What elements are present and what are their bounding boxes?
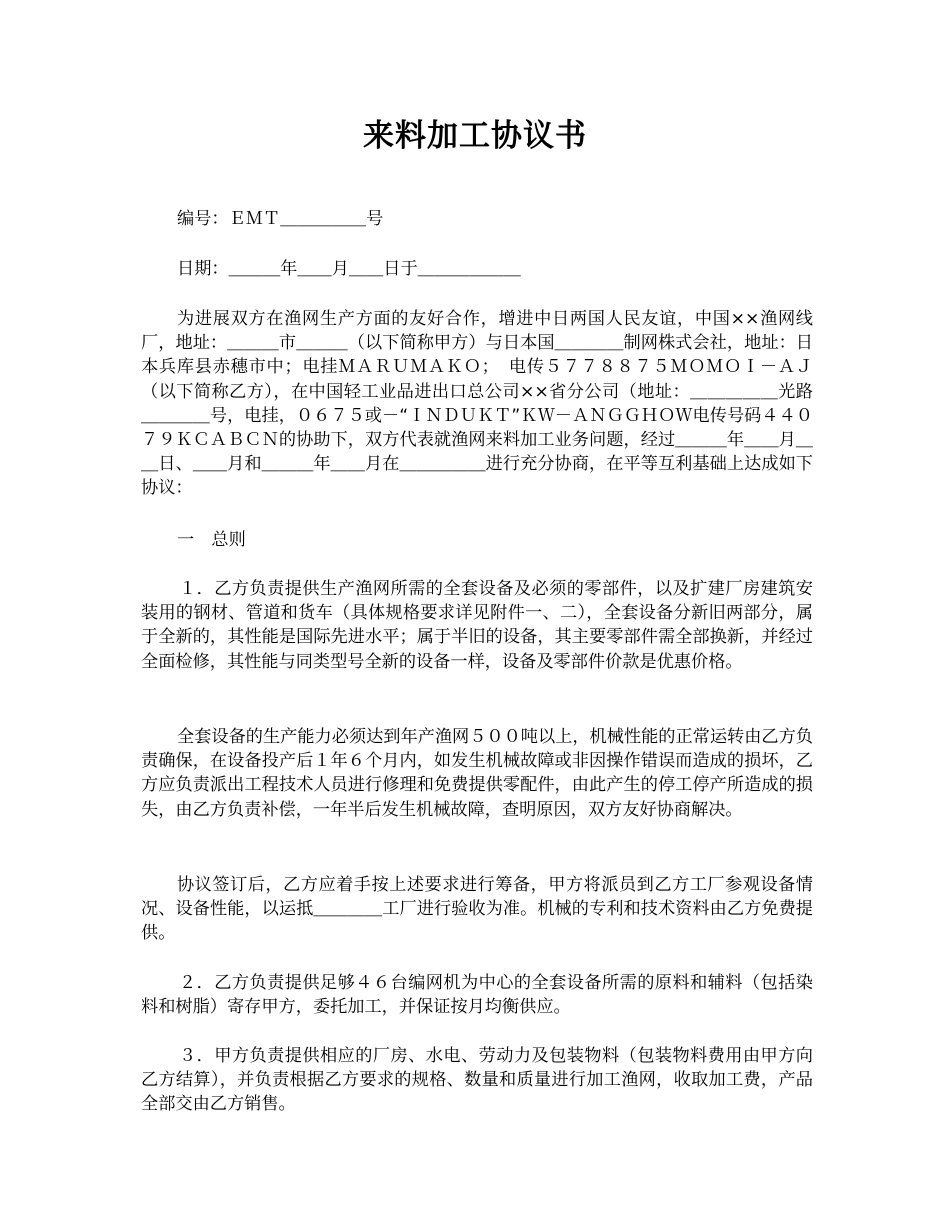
clause-3-paragraph: ３．甲方负责提供相应的厂房、水电、劳动力及包装物料（包装物料费用由甲方向乙方结算），并负责根据乙方要求的规格、数量和质量进行加工渔网，收取加工费，产品全部交由乙方销售。 (141, 1046, 813, 1115)
clause-2-paragraph: ２．乙方负责提供足够４６台编网机为中心的全套设备所需的原料和辅料（包括染料和树脂）寄存甲方，委托加工，并保证按月均衡供应。 (141, 973, 813, 1018)
document-title: 来料加工协议书 (363, 118, 587, 154)
serial-number-line: 编号：ＥＭＴ＿＿＿＿＿号 (177, 209, 384, 229)
intro-paragraph: 为进展双方在渔网生产方面的友好合作，增进中日两国人民友谊，中国××渔网线厂，地址：＿＿＿市＿＿＿（以下简称甲方）与日本国＿＿＿＿制网株式会社，地址：日本兵库县赤穗市中；电挂ＭＡＲＵＭＡＫＯ； 电传５７７８８７５ＭＯＭＯＩ－ＡＪ（以下简称乙方），在中国轻工业品进出口总公司××省分公司（地址：＿＿＿＿＿光路＿＿＿＿号，电挂，０６７５或－“ＩＮＤＵＫＴ”ＫＷ－ＡＮＧＧＨＯＷ电传号码４４０７９ＫＣＡＢＣＮ的协助下，双方代表就渔网来料加工业务问题，经过＿＿＿年＿＿月＿＿日、＿＿月和＿＿＿年＿＿月在＿＿＿＿＿进行充分协商，在平等互利基础上达成如下协议： (141, 309, 813, 499)
section-heading-general: 一 总则 (177, 530, 246, 550)
clause-1-second-paragraph: 全套设备的生产能力必须达到年产渔网５００吨以上，机械性能的正常运转由乙方负责确保，在设备投产后１年６个月内，如发生机械故障或非因操作错误而造成的损坏，乙方应负责派出工程技术人员进行修理和免费提供零配件，由此产生的停工停产所造成的损失，由乙方负责补偿，一年半后发生机械故障，查明原因，双方友好协商解决。 (141, 727, 813, 820)
clause-1-third-paragraph: 协议签订后，乙方应着手按上述要求进行筹备，甲方将派员到乙方工厂参观设备情况、设备性能，以运抵＿＿＿＿工厂进行验收为准。机械的专利和技术资料由乙方免费提供。 (141, 875, 813, 944)
clause-1-paragraph: １．乙方负责提供生产渔网所需的全套设备及必须的零部件，以及扩建厂房建筑安装用的钢材、管道和货车（具体规格要求详见附件一、二），全套设备分新旧两部分，属于全新的，其性能是国际先进水平；属于半旧的设备，其主要零部件需全部换新，并经过全面检修，其性能与同类型号全新的设备一样，设备及零部件价款是优惠价格。 (141, 579, 813, 672)
date-line: 日期：＿＿＿年＿＿月＿＿日于＿＿＿＿＿＿ (177, 259, 521, 279)
